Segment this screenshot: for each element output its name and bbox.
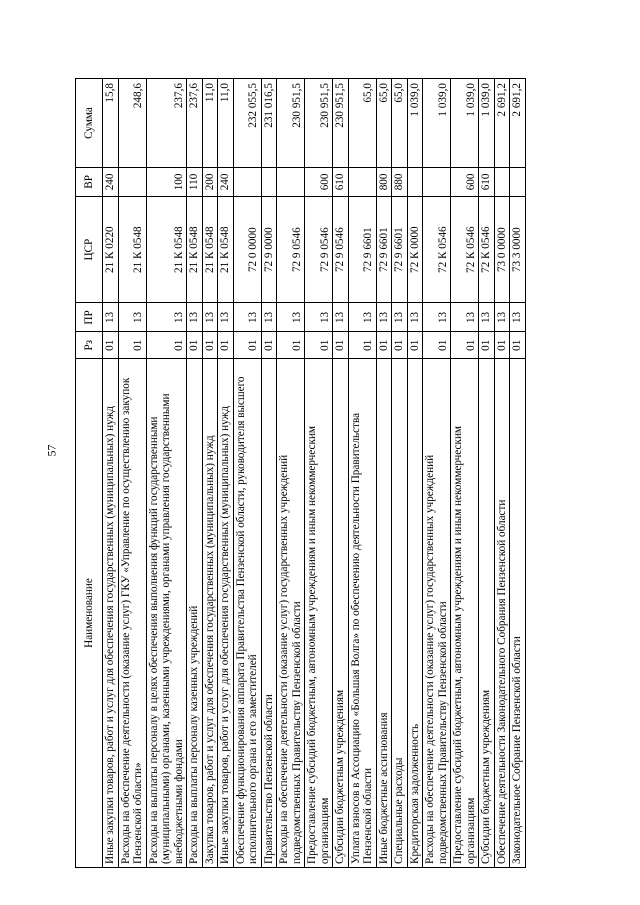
cell-csr: 72 К 0546 bbox=[479, 196, 495, 303]
table-row bbox=[333, 79, 349, 868]
cell-rz: 01 bbox=[118, 332, 146, 359]
cell-sum: 1 039,0 bbox=[451, 79, 479, 168]
cell-vr bbox=[407, 167, 423, 196]
cell-rz: 01 bbox=[218, 332, 234, 359]
cell-csr: 21 К 0548 bbox=[202, 196, 218, 303]
cell-csr: 72 0 0000 bbox=[233, 196, 261, 303]
table-row bbox=[218, 79, 234, 868]
table-row bbox=[510, 79, 526, 868]
cell-csr: 72 9 6601 bbox=[392, 196, 408, 303]
cell-name: Уплата взносов в Ассоциацию «Большая Волга» по обеспечению деятельности Правительства Пензенской области bbox=[348, 359, 376, 868]
cell-rz: 01 bbox=[333, 332, 349, 359]
table-row bbox=[407, 79, 423, 868]
cell-csr: 21 К 0220 bbox=[103, 196, 119, 303]
cell-sum: 231 016,5 bbox=[261, 79, 277, 168]
cell-rz: 01 bbox=[392, 332, 408, 359]
cell-csr: 72 9 6601 bbox=[376, 196, 392, 303]
cell-vr: 610 bbox=[333, 167, 349, 196]
table-row bbox=[202, 79, 218, 868]
cell-pr: 13 bbox=[494, 303, 510, 332]
cell-pr: 13 bbox=[218, 303, 234, 332]
cell-pr: 13 bbox=[392, 303, 408, 332]
cell-vr: 880 bbox=[392, 167, 408, 196]
cell-vr: 200 bbox=[202, 167, 218, 196]
cell-name: Обеспечение деятельности Законодательного Собрания Пензенской области bbox=[494, 359, 510, 868]
header-csr: ЦСР bbox=[76, 196, 103, 303]
cell-csr: 72 К 0546 bbox=[423, 196, 451, 303]
cell-sum: 237,6 bbox=[146, 79, 187, 168]
cell-csr: 73 3 0000 bbox=[510, 196, 526, 303]
table-row bbox=[305, 79, 333, 868]
cell-name: Обеспечение функционирования аппарата Правительства Пензенской области, руководителя высшего исполнительного органа и его заместителей bbox=[233, 359, 261, 868]
cell-rz: 01 bbox=[261, 332, 277, 359]
cell-pr: 13 bbox=[261, 303, 277, 332]
header-pr: ПР bbox=[76, 303, 103, 332]
cell-vr: 800 bbox=[376, 167, 392, 196]
cell-pr: 13 bbox=[451, 303, 479, 332]
cell-csr: 72 9 0000 bbox=[261, 196, 277, 303]
cell-pr: 13 bbox=[407, 303, 423, 332]
table-row bbox=[348, 79, 376, 868]
table-row bbox=[103, 79, 119, 868]
table-row bbox=[146, 79, 187, 868]
cell-csr: 72 9 0546 bbox=[333, 196, 349, 303]
cell-sum: 65,0 bbox=[392, 79, 408, 168]
cell-name: Расходы на обеспечение деятельности (оказание услуг) государственных учреждений подведомственных Правительству Пензенской области bbox=[277, 359, 305, 868]
cell-pr: 13 bbox=[333, 303, 349, 332]
cell-rz: 01 bbox=[202, 332, 218, 359]
cell-csr: 72 К 0000 bbox=[407, 196, 423, 303]
budget-table bbox=[75, 78, 526, 868]
cell-rz: 01 bbox=[494, 332, 510, 359]
cell-rz: 01 bbox=[305, 332, 333, 359]
cell-sum: 230 951,5 bbox=[277, 79, 305, 168]
cell-sum: 11,0 bbox=[202, 79, 218, 168]
page-number: 57 bbox=[44, 444, 59, 457]
header-sum: Сумма bbox=[76, 79, 103, 168]
header-rz: Рз bbox=[76, 332, 103, 359]
cell-csr: 21 К 0548 bbox=[187, 196, 203, 303]
cell-vr bbox=[261, 167, 277, 196]
cell-rz: 01 bbox=[277, 332, 305, 359]
cell-pr: 13 bbox=[146, 303, 187, 332]
cell-rz: 01 bbox=[407, 332, 423, 359]
cell-pr: 13 bbox=[305, 303, 333, 332]
cell-rz: 01 bbox=[510, 332, 526, 359]
table-row bbox=[451, 79, 479, 868]
cell-name: Кредиторская задолженность bbox=[407, 359, 423, 868]
cell-vr: 240 bbox=[103, 167, 119, 196]
cell-pr: 13 bbox=[187, 303, 203, 332]
cell-sum: 15,8 bbox=[103, 79, 119, 168]
cell-csr: 72 9 6601 bbox=[348, 196, 376, 303]
cell-vr bbox=[510, 167, 526, 196]
cell-rz: 01 bbox=[146, 332, 187, 359]
cell-vr: 240 bbox=[218, 167, 234, 196]
cell-csr: 72 9 0546 bbox=[305, 196, 333, 303]
cell-sum: 65,0 bbox=[376, 79, 392, 168]
cell-pr: 13 bbox=[103, 303, 119, 332]
cell-vr bbox=[423, 167, 451, 196]
cell-vr: 610 bbox=[479, 167, 495, 196]
header-name: Наименование bbox=[76, 359, 103, 868]
cell-rz: 01 bbox=[479, 332, 495, 359]
table-row bbox=[376, 79, 392, 868]
cell-rz: 01 bbox=[376, 332, 392, 359]
cell-pr: 13 bbox=[376, 303, 392, 332]
cell-sum: 1 039,0 bbox=[479, 79, 495, 168]
cell-pr: 13 bbox=[479, 303, 495, 332]
table-row bbox=[261, 79, 277, 868]
cell-sum: 230 951,5 bbox=[305, 79, 333, 168]
cell-sum: 65,0 bbox=[348, 79, 376, 168]
cell-name: Предоставление субсидий бюджетным, автономным учреждениям и иным некоммерческим организациям bbox=[305, 359, 333, 868]
table-row bbox=[392, 79, 408, 868]
cell-sum: 248,6 bbox=[118, 79, 146, 168]
table-row bbox=[423, 79, 451, 868]
cell-sum: 1 039,0 bbox=[407, 79, 423, 168]
cell-sum: 2 691,2 bbox=[494, 79, 510, 168]
cell-name: Предоставление субсидий бюджетным, автономным учреждениям и иным некоммерческим организациям bbox=[451, 359, 479, 868]
cell-csr: 73 0 0000 bbox=[494, 196, 510, 303]
cell-name: Законодательное Собрание Пензенской области bbox=[510, 359, 526, 868]
cell-sum: 1 039,0 bbox=[423, 79, 451, 168]
cell-sum: 232 055,5 bbox=[233, 79, 261, 168]
table-row bbox=[277, 79, 305, 868]
cell-csr: 21 К 0548 bbox=[146, 196, 187, 303]
table-row bbox=[187, 79, 203, 868]
cell-vr bbox=[277, 167, 305, 196]
cell-sum: 237,6 bbox=[187, 79, 203, 168]
cell-rz: 01 bbox=[451, 332, 479, 359]
cell-rz: 01 bbox=[187, 332, 203, 359]
table-row bbox=[233, 79, 261, 868]
table-row bbox=[494, 79, 510, 868]
table-header-row bbox=[76, 79, 103, 868]
cell-pr: 13 bbox=[202, 303, 218, 332]
cell-rz: 01 bbox=[423, 332, 451, 359]
cell-pr: 13 bbox=[348, 303, 376, 332]
cell-rz: 01 bbox=[233, 332, 261, 359]
cell-name: Закупка товаров, работ и услуг для обеспечения государственных (муниципальных) нужд bbox=[202, 359, 218, 868]
cell-sum: 230 951,5 bbox=[333, 79, 349, 168]
cell-name: Расходы на выплаты персоналу в целях обеспечения выполнения функций государственными (муниципальными) органами, казенными учреждениями, органами управления государственными внебюджетными фондами bbox=[146, 359, 187, 868]
cell-vr bbox=[118, 167, 146, 196]
cell-pr: 13 bbox=[277, 303, 305, 332]
cell-vr bbox=[233, 167, 261, 196]
cell-name: Иные закупки товаров, работ и услуг для обеспечения государственных (муниципальных) нужд bbox=[103, 359, 119, 868]
cell-pr: 13 bbox=[118, 303, 146, 332]
cell-name: Субсидии бюджетным учреждениям bbox=[479, 359, 495, 868]
cell-name: Правительство Пензенской области bbox=[261, 359, 277, 868]
cell-name: Иные бюджетные ассигнования bbox=[376, 359, 392, 868]
cell-vr: 110 bbox=[187, 167, 203, 196]
cell-pr: 13 bbox=[423, 303, 451, 332]
cell-name: Расходы на обеспечение деятельности (оказание услуг) ГКУ «Управление по осуществлению закупок Пензенской области» bbox=[118, 359, 146, 868]
cell-csr: 21 К 0548 bbox=[118, 196, 146, 303]
cell-vr: 600 bbox=[451, 167, 479, 196]
cell-sum: 11,0 bbox=[218, 79, 234, 168]
cell-rz: 01 bbox=[348, 332, 376, 359]
header-vr: ВР bbox=[76, 167, 103, 196]
table-row bbox=[479, 79, 495, 868]
cell-vr bbox=[494, 167, 510, 196]
cell-csr: 21 К 0548 bbox=[218, 196, 234, 303]
cell-vr: 100 bbox=[146, 167, 187, 196]
cell-csr: 72 9 0546 bbox=[277, 196, 305, 303]
cell-sum: 2 691,2 bbox=[510, 79, 526, 168]
cell-pr: 13 bbox=[510, 303, 526, 332]
cell-name: Иные закупки товаров, работ и услуг для обеспечения государственных (муниципальных) нужд bbox=[218, 359, 234, 868]
cell-name: Расходы на выплаты персоналу казенных учреждений bbox=[187, 359, 203, 868]
cell-name: Специальные расходы bbox=[392, 359, 408, 868]
table-row bbox=[118, 79, 146, 868]
cell-name: Субсидии бюджетным учреждениям bbox=[333, 359, 349, 868]
cell-vr bbox=[348, 167, 376, 196]
cell-vr: 600 bbox=[305, 167, 333, 196]
cell-name: Расходы на обеспечение деятельности (оказание услуг) государственных учреждений подведомственных Правительству Пензенской области bbox=[423, 359, 451, 868]
rotated-table-container bbox=[75, 78, 595, 868]
cell-pr: 13 bbox=[233, 303, 261, 332]
cell-rz: 01 bbox=[103, 332, 119, 359]
cell-csr: 72 К 0546 bbox=[451, 196, 479, 303]
